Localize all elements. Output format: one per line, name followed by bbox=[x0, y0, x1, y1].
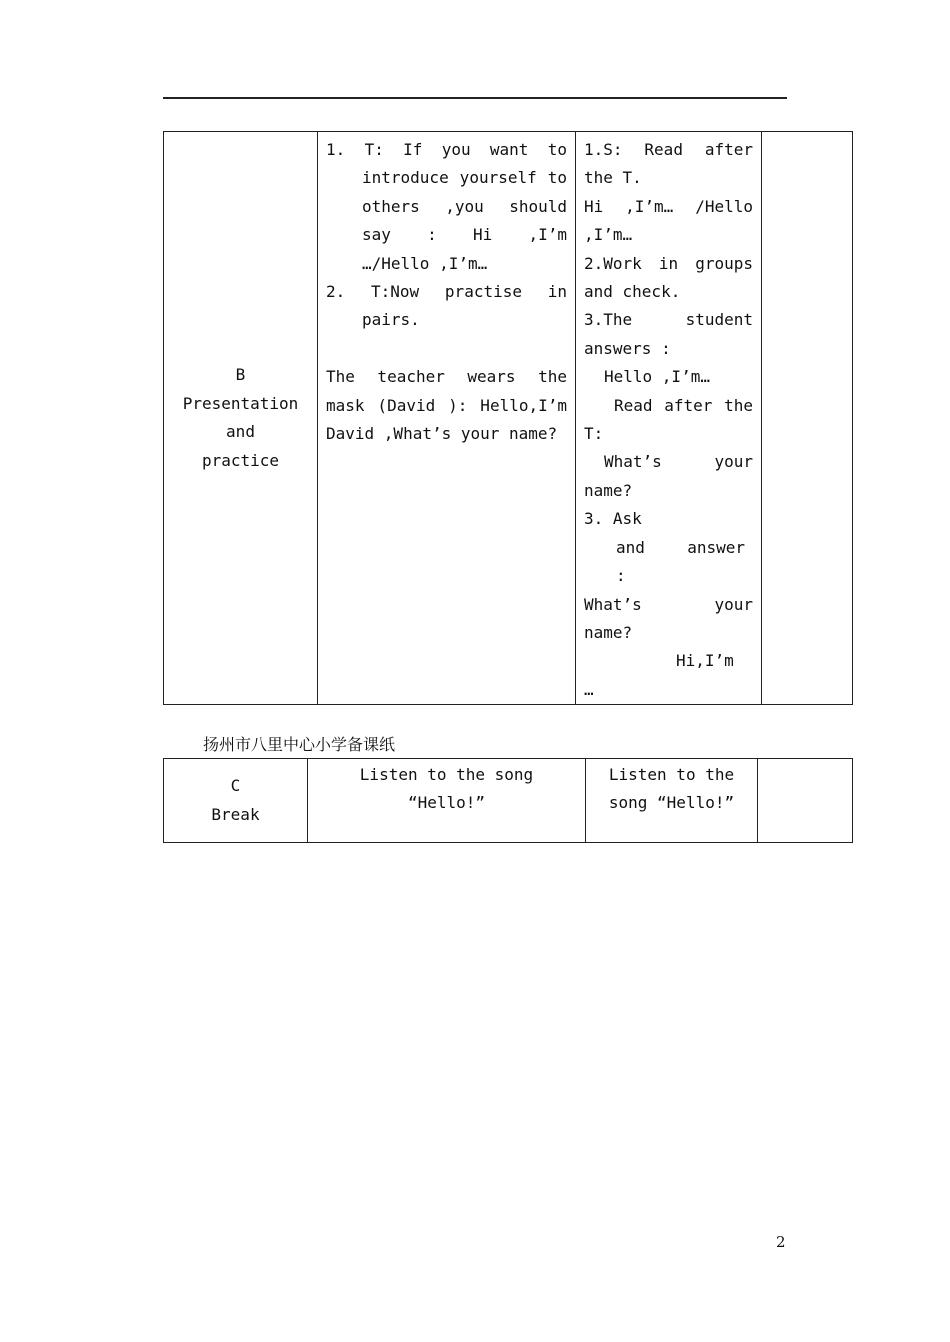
header-rule bbox=[163, 97, 787, 99]
student-line: What’s your bbox=[604, 452, 753, 472]
notes-cell bbox=[762, 132, 853, 705]
student-line: Hi ,I’m… /Hello bbox=[584, 196, 753, 216]
student-line: the T. bbox=[584, 168, 642, 188]
teacher-line: mask (David ): Hello,I’m bbox=[326, 395, 567, 415]
student-line: 3.The student bbox=[584, 310, 753, 330]
school-caption: 扬州市八里中心小学备课纸 bbox=[203, 735, 396, 754]
stage-label: C bbox=[230, 776, 241, 795]
stage-label: Presentation bbox=[182, 393, 299, 413]
student-line: and answer bbox=[616, 537, 745, 557]
page-number: 2 bbox=[776, 1233, 786, 1251]
student-line: : bbox=[616, 566, 626, 586]
teacher-activity-cell bbox=[308, 759, 586, 843]
lesson-table-b bbox=[163, 131, 853, 705]
student-line: 2.Work in groups bbox=[584, 253, 753, 273]
teacher-line: Listen to the song bbox=[359, 765, 534, 784]
teacher-line: The teacher wears the bbox=[326, 367, 567, 387]
student-line: Read after the bbox=[614, 395, 753, 415]
stage-cell-b bbox=[164, 132, 318, 705]
student-activity-cell bbox=[586, 759, 758, 843]
student-line: answers : bbox=[584, 338, 671, 358]
stage-label: B bbox=[235, 365, 246, 385]
student-line: Hi,I’m bbox=[676, 651, 734, 671]
teacher-line: others ,you should bbox=[362, 196, 567, 216]
teacher-line: 1. T: If you want to bbox=[326, 140, 567, 159]
student-line: song “Hello!” bbox=[608, 793, 735, 812]
teacher-line: “Hello!” bbox=[407, 793, 486, 812]
lesson-table-c bbox=[163, 758, 853, 843]
stage-label: practice bbox=[201, 450, 280, 470]
student-line: T: bbox=[584, 424, 604, 444]
teacher-line: 2. T:Now practise in bbox=[326, 282, 567, 302]
stage-label: and bbox=[226, 422, 255, 442]
student-line: Listen to the bbox=[608, 765, 735, 784]
teacher-line: …/Hello ,I’m… bbox=[362, 253, 488, 273]
student-line: name? bbox=[584, 622, 633, 642]
teacher-line: say : Hi ,I’m bbox=[362, 225, 567, 245]
student-line: name? bbox=[584, 480, 633, 500]
student-line: and check. bbox=[584, 282, 681, 302]
student-line: ,I’m… bbox=[584, 225, 633, 245]
teacher-line: pairs. bbox=[362, 310, 420, 330]
student-line: 1.S: Read after bbox=[584, 140, 753, 159]
stage-cell-c bbox=[164, 759, 308, 843]
notes-cell bbox=[758, 759, 853, 843]
stage-label: Break bbox=[211, 804, 260, 824]
blank-line bbox=[326, 335, 567, 363]
student-line: What’s your bbox=[584, 594, 753, 614]
student-activity-cell bbox=[576, 132, 762, 705]
student-line: Hello ,I’m… bbox=[604, 367, 710, 387]
teacher-activity-cell bbox=[318, 132, 576, 705]
teacher-line: David ,What’s your name? bbox=[326, 424, 558, 444]
student-line: 3. Ask bbox=[584, 509, 642, 529]
teacher-line: introduce yourself to bbox=[362, 168, 567, 188]
student-line: … bbox=[584, 679, 594, 699]
